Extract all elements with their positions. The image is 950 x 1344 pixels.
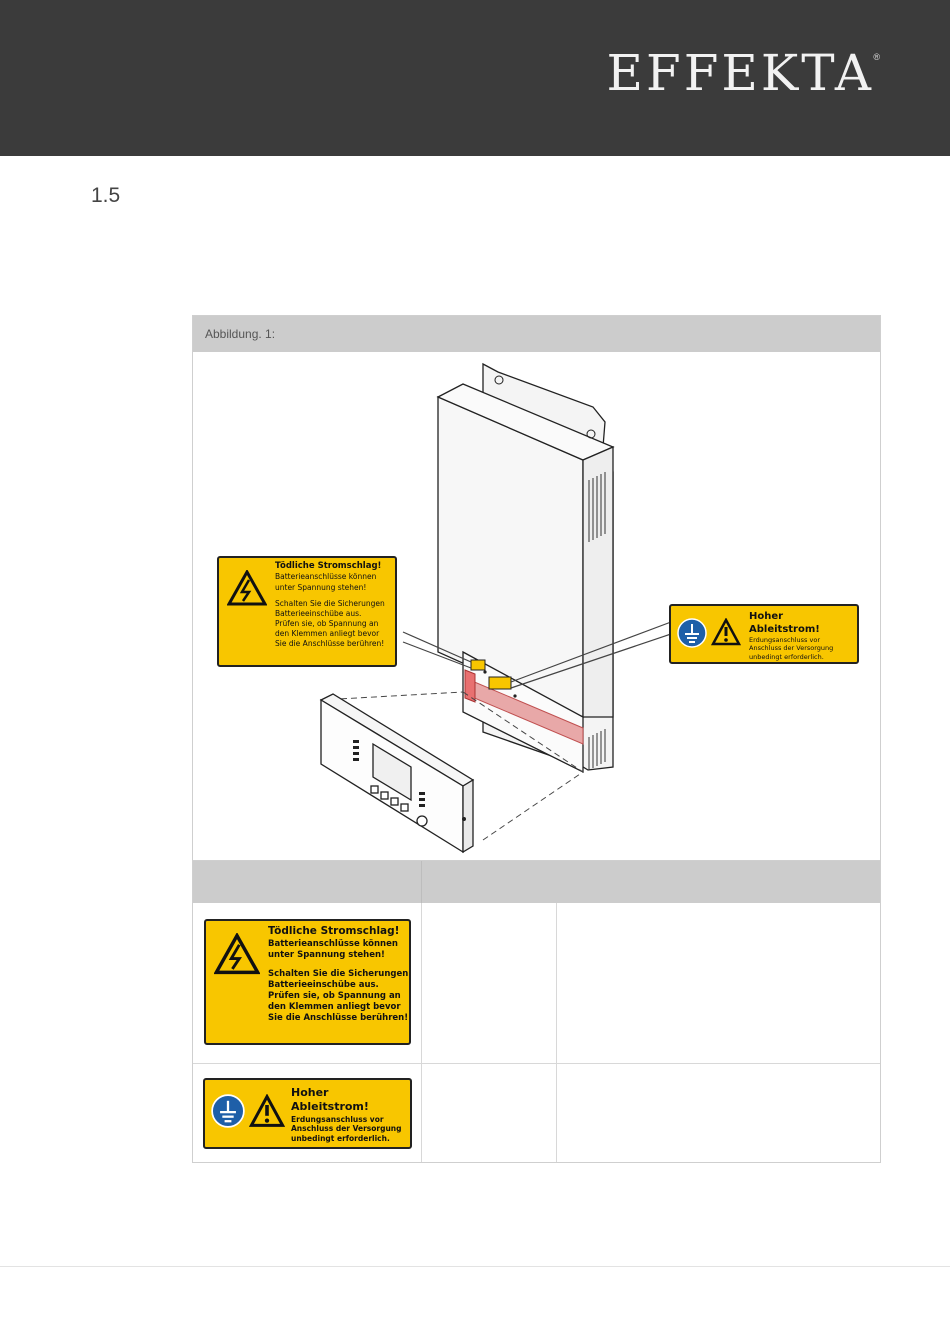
high-voltage-warning-icon [227, 570, 267, 606]
label-line: unbedingt erforderlich. [291, 1134, 390, 1144]
label-title: Tödliche Stromschlag! [268, 925, 400, 937]
footer-divider [0, 1266, 950, 1267]
label-line: Anschluss der Versorgung [291, 1124, 402, 1134]
label-title: Hoher Ableitstrom! [291, 1086, 369, 1114]
table-cell [422, 1064, 557, 1162]
table-header-cell [193, 861, 422, 903]
table-row [193, 1063, 880, 1162]
table-cell [422, 903, 557, 1063]
warning-triangle-icon [711, 618, 741, 646]
warning-labels-table [192, 860, 881, 1163]
earth-ground-icon [677, 618, 707, 648]
shock-warning-label [204, 919, 411, 1045]
callout-title: Hoher Ableitstrom! [749, 611, 820, 635]
label-line: Batterieeinschübe aus. [268, 979, 379, 990]
label-line: unter Spannung stehen! [268, 949, 385, 960]
warning-triangle-icon [249, 1094, 285, 1128]
callout-line: Schalten Sie die Sicherungen [275, 598, 385, 608]
callout-line: Batterieanschlüsse können [275, 572, 377, 582]
table-cell [557, 1064, 880, 1162]
label-line: Sie die Anschlüsse berühren! [268, 1012, 409, 1023]
table-row [193, 903, 880, 1063]
page-header [0, 0, 950, 156]
label-line: Prüfen sie, ob Spannung an [268, 990, 401, 1001]
brand-logo: EFFEKTA [606, 44, 874, 102]
earth-ground-icon [211, 1094, 245, 1128]
callout-line: Prüfen sie, ob Spannung an [275, 618, 379, 628]
section-number: 1.5 [91, 184, 121, 207]
shock-warning-callout [217, 556, 397, 667]
figure-box [192, 315, 881, 860]
leakage-warning-label [203, 1078, 412, 1149]
table-header-row [193, 861, 880, 903]
registered-mark: ® [873, 52, 880, 62]
table-header-cell [422, 861, 880, 903]
callout-line: Sie die Anschlüsse berühren! [275, 639, 385, 649]
table-cell [557, 903, 880, 1063]
label-line: Schalten Sie die Sicherungen [268, 968, 409, 979]
table-cell [193, 903, 422, 1063]
high-voltage-warning-icon [214, 933, 260, 975]
callout-line: unter Spannung stehen! [275, 582, 367, 592]
callout-line: Anschluss der Versorgung [749, 644, 834, 653]
callout-title: Tödliche Stromschlag! [275, 561, 382, 571]
callout-line: unbedingt erforderlich. [749, 652, 824, 661]
figure-caption: Abbildung. 1: [193, 316, 880, 352]
callout-line: Erdungsanschluss vor [749, 636, 820, 644]
table-cell [193, 1064, 422, 1162]
label-line: Erdungsanschluss vor [291, 1114, 384, 1124]
callout-line: Batterieeinschübe aus. [275, 608, 362, 618]
label-line: Batterieanschlüsse können [268, 938, 398, 949]
leakage-warning-callout [669, 604, 859, 664]
label-line: den Klemmen anliegt bevor [268, 1001, 401, 1012]
callout-line: den Klemmen anliegt bevor [275, 629, 380, 639]
